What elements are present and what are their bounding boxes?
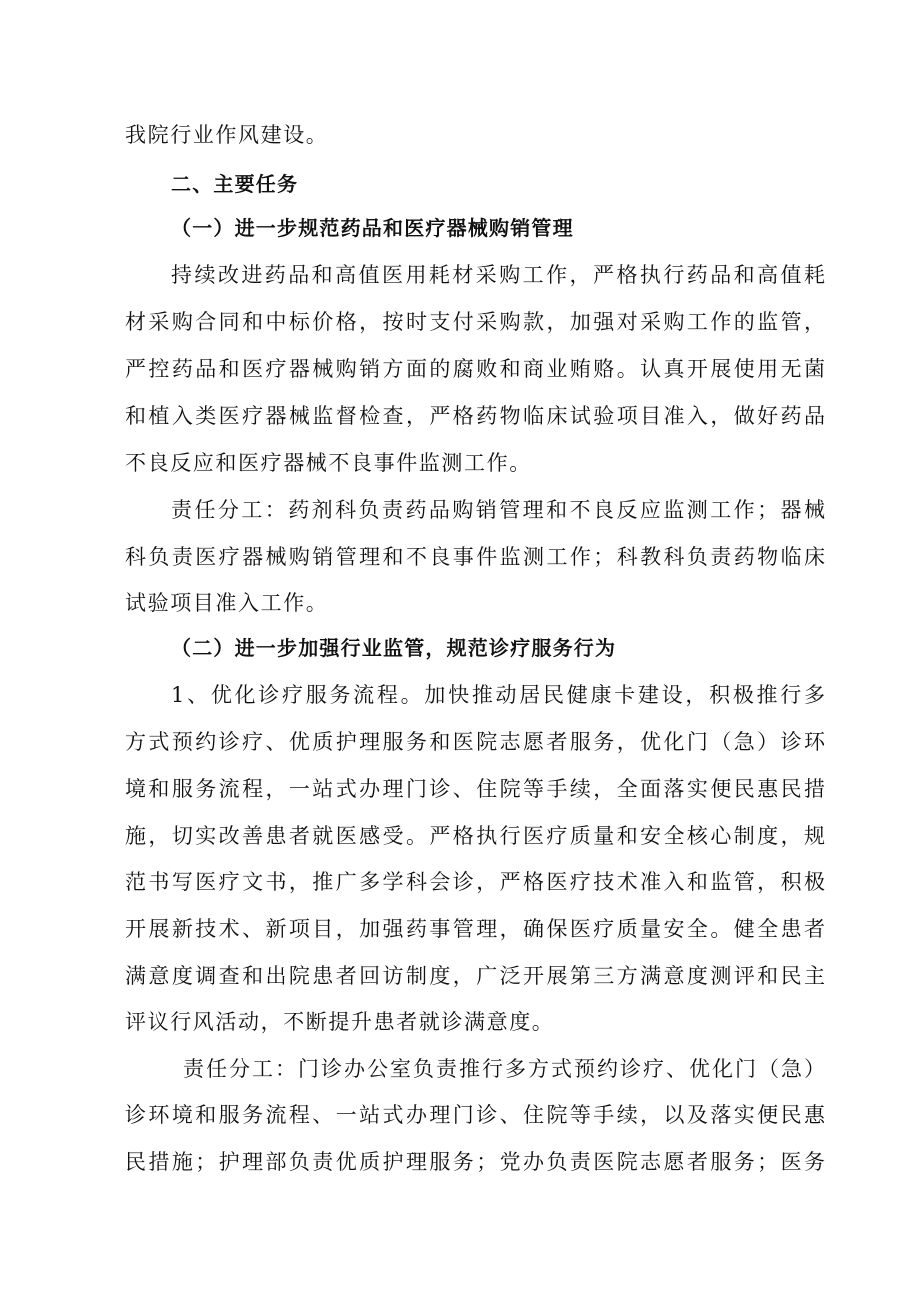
text-line: 开展新技术、新项目，加强药事管理，确保医疗质量安全。健全患者: [125, 917, 825, 941]
text-line: 1、优化诊疗服务流程。加快推动居民健康卡建设，积极推行多: [171, 683, 825, 707]
text-line: 诊环境和服务流程、一站式办理门诊、住院等手续，以及落实便民惠: [125, 1103, 825, 1127]
subsection-heading: （二）进一步加强行业监管，规范诊疗服务行为: [171, 636, 617, 660]
text-line: 科负责医疗器械购销管理和不良事件监测工作；科教科负责药物临床: [125, 545, 825, 569]
subsection-heading: （一）进一步规范药品和医疗器械购销管理: [171, 216, 574, 240]
text-line: 民措施；护理部负责优质护理服务；党办负责医院志愿者服务；医务: [125, 1150, 825, 1174]
text-line: 责任分工：门诊办公室负责推行多方式预约诊疗、优化门（急）: [183, 1057, 825, 1081]
text-line: 严控药品和医疗器械购销方面的腐败和商业贿赂。认真开展使用无菌: [125, 357, 825, 381]
text-line: 评议行风活动，不断提升患者就诊满意度。: [125, 1010, 555, 1034]
text-line: 和植入类医疗器械监督检查，严格药物临床试验项目准入，做好药品: [125, 404, 825, 428]
text-line: 试验项目准入工作。: [125, 591, 329, 615]
text-line: 满意度调查和出院患者回访制度，广泛开展第三方满意度测评和民主: [125, 964, 825, 988]
section-heading: 二、主要任务: [171, 172, 299, 196]
text-line: 境和服务流程，一站式办理门诊、住院等手续，全面落实便民惠民措: [125, 777, 825, 801]
text-line: 材采购合同和中标价格，按时支付采购款，加强对采购工作的监管，: [125, 310, 825, 334]
text-line: 方式预约诊疗、优质护理服务和医院志愿者服务，优化门（急）诊环: [125, 730, 825, 754]
text-line: 我院行业作风建设。: [125, 123, 329, 147]
text-line: 责任分工：药剂科负责药品购销管理和不良反应监测工作；器械: [171, 498, 825, 522]
text-line: 范书写医疗文书，推广多学科会诊，严格医疗技术准入和监管，积极: [125, 870, 825, 894]
text-line: 施，切实改善患者就医感受。严格执行医疗质量和安全核心制度，规: [125, 824, 825, 848]
text-line: 不良反应和医疗器械不良事件监测工作。: [125, 451, 532, 475]
text-line: 持续改进药品和高值医用耗材采购工作，严格执行药品和高值耗: [171, 263, 825, 287]
